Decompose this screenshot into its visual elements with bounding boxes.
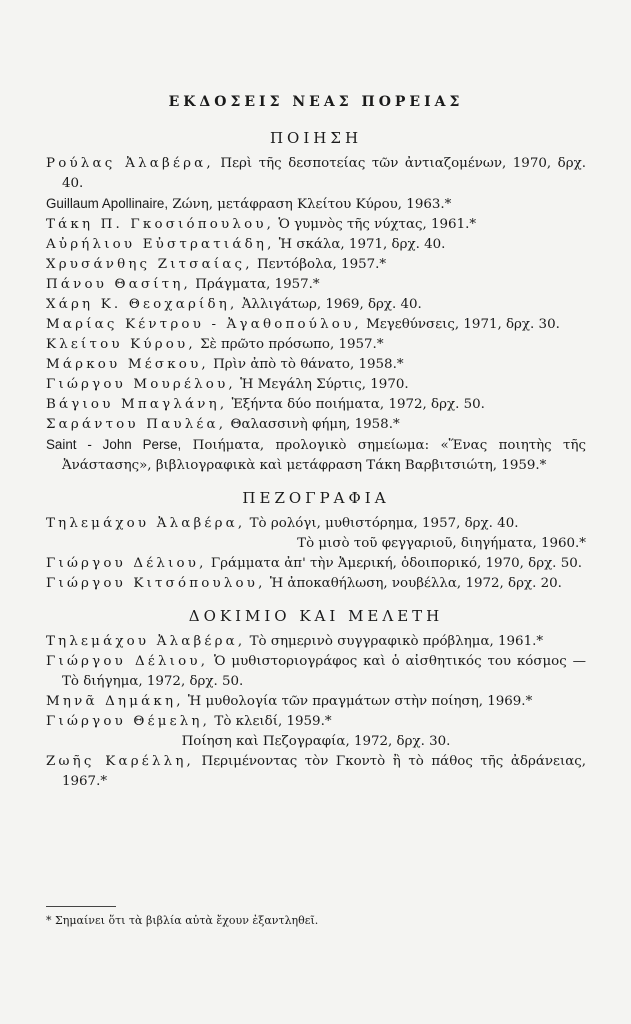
entry-text: Ὁ μυθιστοριογράφος καὶ ὁ αἰσθητικός του κόσμος — Τὸ διήγημα, 1972, δρχ. 50. (62, 654, 586, 689)
entry-author: Γιώργου Δέλιου, (46, 654, 209, 669)
entry-author: Guillaum Apollinaire, (46, 196, 169, 211)
catalog-entry (46, 395, 586, 415)
entry-text: Τὸ ρολόγι, μυθιστόρημα, 1957, δρχ. 40. (245, 516, 519, 531)
footnote: * Σημαίνει ὅτι τὰ βιβλία αὐτὰ ἔχουν ἐξαντληθεῖ. (46, 914, 319, 927)
catalog-entry (46, 632, 586, 652)
catalog-entry (46, 275, 586, 295)
entry-author: Κλείτου Κύρου, (46, 337, 196, 352)
entry-text: Σὲ πρῶτο πρόσωπο, 1957.* (195, 337, 384, 352)
entry-text: Ὁ γυμνὸς τῆς νύχτας, 1961.* (274, 217, 477, 232)
entry-text: Ἡ ἀποκαθήλωση, νουβέλλα, 1972, δρχ. 20. (265, 576, 562, 591)
entry-text: Ἑξήντα δύο ποιήματα, 1972, δρχ. 50. (227, 397, 485, 412)
entry-author: Πάνου Θασίτη, (46, 277, 192, 292)
entry-author: Γιώργου Μουρέλου, (46, 377, 236, 392)
entry-author: Ρούλας Ἀλαβέρα, (46, 156, 214, 171)
entry-author: Τηλεμάχου Ἀλαβέρα, (46, 516, 246, 531)
entry-text: Ζώνη, μετάφραση Κλείτου Κύρου, 1963.* (168, 197, 452, 212)
entry-text: Περὶ τῆς δεσποτείας τῶν ἀντιαζομένων, 1970, δρχ. 40. (62, 156, 586, 191)
catalog-entry (46, 574, 586, 594)
entry-text: Ἡ σκάλα, 1971, δρχ. 40. (274, 237, 446, 252)
entry-author: Γιώργου Θέμελη, (46, 714, 211, 729)
catalog-entry (46, 732, 586, 752)
catalog-entry (46, 215, 586, 235)
entry-author: Γιώργου Δέλιου, (46, 556, 207, 571)
footnote-divider (46, 906, 116, 907)
catalog-entry (46, 235, 586, 255)
entry-text: Τὸ κλειδί, 1959.* (210, 714, 332, 729)
entry-author: Μαρίας Κέντρου - Ἀγαθοπούλου, (46, 317, 362, 332)
catalog-entry (46, 415, 586, 435)
entry-text: Ἡ μυθολογία τῶν πραγμάτων στὴν ποίηση, 1969.* (183, 694, 533, 709)
entry-author: Τάκη Π. Γκοσιόπουλου, (46, 217, 275, 232)
catalog-entry (46, 712, 586, 732)
entry-author: Χάρη Κ. Θεοχαρίδη, (46, 297, 238, 312)
catalog-entry (46, 355, 586, 375)
entry-author: Βάγιου Μπαγλάνη, (46, 397, 228, 412)
catalog-entry (46, 154, 586, 194)
entry-author: Σαράντου Παυλέα, (46, 417, 227, 432)
entry-text: Πεντόβολα, 1957.* (252, 257, 387, 272)
catalog-sections (46, 128, 586, 792)
section-heading: ΠΕΖΟΓΡΑΦΙΑ (242, 489, 390, 507)
entry-text: Πρὶν ἀπὸ τὸ θάνατο, 1958.* (208, 357, 404, 372)
catalog-entry (46, 335, 586, 355)
entry-text: Ποιήματα, προλογικὸ σημείωμα: «Ἕνας ποιητὴς τῆς Ἀνάστασης», βιβλιογραφικὰ καὶ μετάφραση Τάκη Βαρβιτσιώτη, 1959.* (62, 438, 586, 473)
entry-author: Χρυσάνθης Ζιτσαίας, (46, 257, 253, 272)
catalog-entry (46, 435, 586, 476)
catalog-entry (46, 295, 586, 315)
catalog-entry (46, 375, 586, 395)
entry-text: Τὸ μισὸ τοῦ φεγγαριοῦ, διηγήματα, 1960.* (297, 536, 586, 551)
entry-author: Τηλεμάχου Ἀλαβέρα, (46, 634, 246, 649)
entry-author: Ζωῆς Καρέλλη, (46, 754, 194, 769)
catalog-entry (46, 692, 586, 712)
entry-author: Γιώργου Κιτσόπουλου, (46, 576, 266, 591)
entry-text: Τὸ σημερινὸ συγγραφικὸ πρόβλημα, 1961.* (245, 634, 544, 649)
catalog-entry (46, 752, 586, 792)
entry-text: Περιμένοντας τὸν Γκοντὸ ἢ τὸ πάθος τῆς ἀδράνειας, 1967.* (62, 754, 586, 789)
catalog-entry (46, 534, 586, 554)
entry-text: Μεγεθύνσεις, 1971, δρχ. 30. (361, 317, 560, 332)
entry-text: Θαλασσινὴ φήμη, 1958.* (226, 417, 400, 432)
section-heading: ΔΟΚΙΜΙΟ ΚΑΙ ΜΕΛΕΤΗ (188, 607, 444, 625)
catalog-entry (46, 255, 586, 275)
catalog-entry (46, 514, 586, 534)
entry-text: Ποίηση καὶ Πεζογραφία, 1972, δρχ. 30. (181, 734, 451, 749)
catalog-entry (46, 652, 586, 692)
entry-author: Saint - John Perse, (46, 437, 182, 452)
entry-author: Αὐρήλιου Εὐστρατιάδη, (46, 237, 275, 252)
entry-text: Ἀλλιγάτωρ, 1969, δρχ. 40. (237, 297, 422, 312)
catalog-entry (46, 554, 586, 574)
entry-author: Μηνᾶ Δημάκη, (46, 694, 184, 709)
section-heading: ΠΟΙΗΣΗ (269, 129, 363, 147)
catalog-content (46, 92, 586, 792)
catalog-entry (46, 315, 586, 335)
entry-text: Πράγματα, 1957.* (191, 277, 320, 292)
page-title: ΕΚΔΟΣΕΙΣ ΝΕΑΣ ΠΟΡΕΙΑΣ (168, 94, 464, 110)
entry-author: Μάρκου Μέσκου, (46, 357, 209, 372)
catalog-entry (46, 194, 586, 215)
entry-text: Ἡ Μεγάλη Σύρτις, 1970. (235, 377, 409, 392)
entry-text: Γράμματα ἀπ' τὴν Ἀμερική, ὁδοιπορικό, 1970, δρχ. 50. (206, 556, 582, 571)
